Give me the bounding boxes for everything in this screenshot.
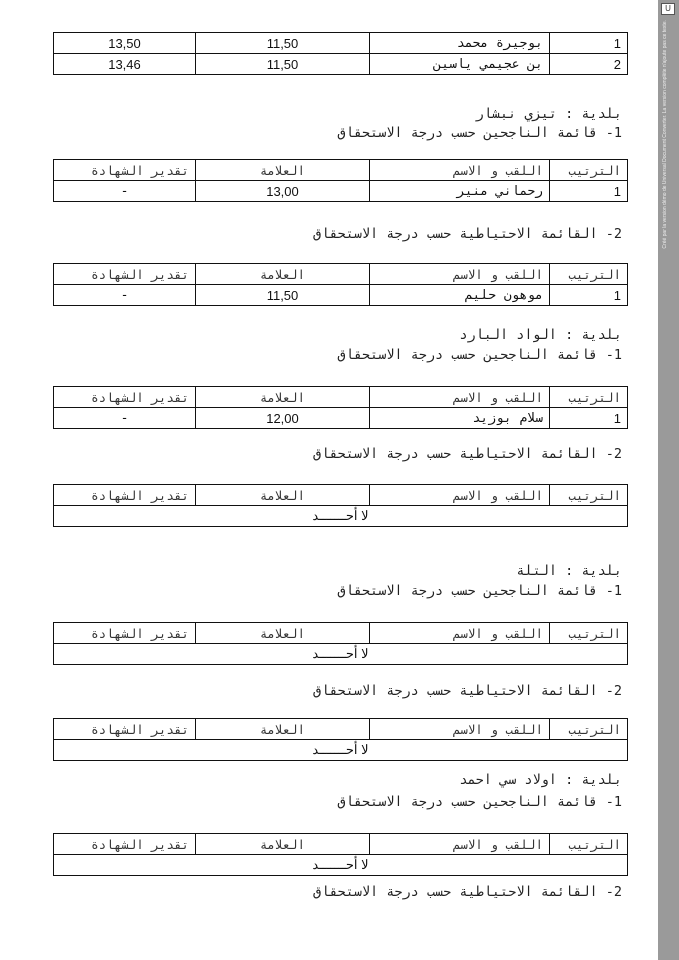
header-rank: الترتيب xyxy=(550,485,628,506)
note-cell: - xyxy=(54,408,196,429)
success-table xyxy=(53,622,628,665)
header-name: اللقب و الاسم xyxy=(370,387,550,408)
converter-watermark-bar xyxy=(658,0,679,960)
table-row xyxy=(54,33,628,54)
note-cell: 13,46 xyxy=(54,54,196,75)
table-header-row xyxy=(54,623,628,644)
header-grade: العلامة xyxy=(196,623,370,644)
header-rank: الترتيب xyxy=(550,387,628,408)
table-header-row xyxy=(54,834,628,855)
header-name: اللقب و الاسم xyxy=(370,160,550,181)
reserve-list-title: 2- القائمة الاحتياطية حسب درجة الاستحقاق xyxy=(313,884,622,900)
top-results-table xyxy=(53,32,628,75)
header-name: اللقب و الاسم xyxy=(370,834,550,855)
table-header-row xyxy=(54,485,628,506)
reserve-list-title: 2- القائمة الاحتياطية حسب درجة الاستحقاق xyxy=(313,446,622,462)
name-cell: سلام بوزيد xyxy=(370,408,550,429)
municipality-name: الواد البارد xyxy=(459,327,557,343)
table-header-row xyxy=(54,160,628,181)
reserve-list-title: 2- القائمة الاحتياطية حسب درجة الاستحقاق xyxy=(313,683,622,699)
municipality-heading xyxy=(476,106,622,122)
success-list-title: 1- قائمة الناجحين حسب درجة الاستحقاق xyxy=(337,125,622,141)
converter-logo-icon: U xyxy=(661,3,675,15)
reserve-table xyxy=(53,263,628,306)
grade-cell: 11,50 xyxy=(196,33,370,54)
header-note: تقدير الشهادة xyxy=(54,485,196,506)
no-one-cell: لا أحـــــــد xyxy=(54,644,628,665)
municipality-heading xyxy=(459,772,622,788)
table-header-row xyxy=(54,387,628,408)
header-rank: الترتيب xyxy=(550,264,628,285)
municipality-prefix: بلدية : xyxy=(565,772,622,788)
header-note: تقدير الشهادة xyxy=(54,834,196,855)
municipality-heading xyxy=(459,327,622,343)
table-row xyxy=(54,408,628,429)
grade-cell: 11,50 xyxy=(196,285,370,306)
success-table xyxy=(53,159,628,202)
rank-cell: 2 xyxy=(550,54,628,75)
note-cell: 13,50 xyxy=(54,33,196,54)
success-table xyxy=(53,386,628,429)
header-grade: العلامة xyxy=(196,264,370,285)
watermark-text: Créé par la version démo de Universal Document Converter. La version complète n'ajoute pas ce texte. xyxy=(662,20,668,249)
header-rank: الترتيب xyxy=(550,834,628,855)
header-name: اللقب و الاسم xyxy=(370,264,550,285)
header-grade: العلامة xyxy=(196,160,370,181)
table-row xyxy=(54,644,628,665)
header-rank: الترتيب xyxy=(550,623,628,644)
table-row xyxy=(54,181,628,202)
rank-cell: 1 xyxy=(550,33,628,54)
municipality-prefix: بلدية : xyxy=(565,327,622,343)
reserve-table xyxy=(53,484,628,527)
grade-cell: 13,00 xyxy=(196,181,370,202)
grade-cell: 12,00 xyxy=(196,408,370,429)
no-one-cell: لا أحـــــــد xyxy=(54,855,628,876)
success-list-title: 1- قائمة الناجحين حسب درجة الاستحقاق xyxy=(337,794,622,810)
note-cell: - xyxy=(54,285,196,306)
name-cell: بوجيرة محمد xyxy=(370,33,550,54)
success-list-title: 1- قائمة الناجحين حسب درجة الاستحقاق xyxy=(337,583,622,599)
header-grade: العلامة xyxy=(196,834,370,855)
success-table xyxy=(53,833,628,876)
note-cell: - xyxy=(54,181,196,202)
header-rank: الترتيب xyxy=(550,160,628,181)
header-note: تقدير الشهادة xyxy=(54,264,196,285)
header-name: اللقب و الاسم xyxy=(370,719,550,740)
grade-cell: 11,50 xyxy=(196,54,370,75)
no-one-cell: لا أحـــــــد xyxy=(54,506,628,527)
table-row xyxy=(54,506,628,527)
table-row xyxy=(54,285,628,306)
name-cell: موهون حليم xyxy=(370,285,550,306)
municipality-name: تيزي نبشار xyxy=(475,106,557,122)
municipality-heading xyxy=(516,563,622,579)
name-cell: رحماني منير xyxy=(370,181,550,202)
municipality-prefix: بلدية : xyxy=(565,106,622,122)
header-name: اللقب و الاسم xyxy=(370,485,550,506)
table-header-row xyxy=(54,264,628,285)
header-grade: العلامة xyxy=(196,485,370,506)
rank-cell: 1 xyxy=(550,285,628,306)
header-grade: العلامة xyxy=(196,719,370,740)
header-rank: الترتيب xyxy=(550,719,628,740)
header-note: تقدير الشهادة xyxy=(54,623,196,644)
header-name: اللقب و الاسم xyxy=(370,623,550,644)
rank-cell: 1 xyxy=(550,181,628,202)
table-row xyxy=(54,54,628,75)
name-cell: بن عجيمي ياسين xyxy=(370,54,550,75)
rank-cell: 1 xyxy=(550,408,628,429)
table-header-row xyxy=(54,719,628,740)
no-one-cell: لا أحـــــــد xyxy=(54,740,628,761)
header-note: تقدير الشهادة xyxy=(54,719,196,740)
header-grade: العلامة xyxy=(196,387,370,408)
reserve-list-title: 2- القائمة الاحتياطية حسب درجة الاستحقاق xyxy=(313,226,622,242)
header-note: تقدير الشهادة xyxy=(54,387,196,408)
header-note: تقدير الشهادة xyxy=(54,160,196,181)
table-row xyxy=(54,740,628,761)
success-list-title: 1- قائمة الناجحين حسب درجة الاستحقاق xyxy=(337,347,622,363)
municipality-name: اولاد سي احمد xyxy=(459,772,557,788)
municipality-name: التلة xyxy=(516,563,557,579)
reserve-table xyxy=(53,718,628,761)
municipality-prefix: بلدية : xyxy=(565,563,622,579)
table-row xyxy=(54,855,628,876)
